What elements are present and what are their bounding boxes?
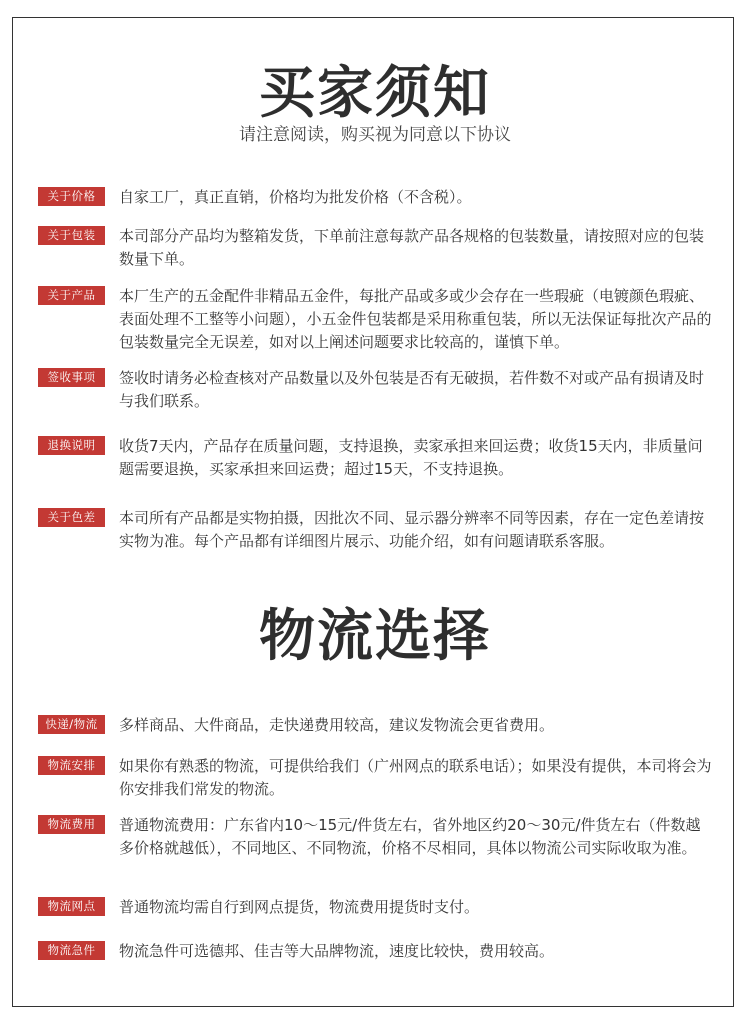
item-text: 多样商品、大件商品，走快递费用较高，建议发物流会更省费用。 [119,716,555,734]
tag-label: 关于包装 [38,226,105,245]
item-text: 本司所有产品都是实物拍摄，因批次不同、显示器分辨率不同等因素，存在一定色差请按实物为准。每个产品都有详细图片展示、功能介绍，如有问题请联系客服。 [119,509,705,550]
item-text: 如果你有熟悉的物流，可提供给我们（广州网点的联系电话）；如果没有提供，本司将会为你安排我们常发的物流。 [119,757,712,798]
tag-label: 物流网点 [38,897,105,916]
item-text: 本厂生产的五金配件非精品五金件，每批产品或多或少会存在一些瑕疵（电镀颜色瑕疵、表面处理不工整等小问题），小五金件包装都是采用称重包装，所以无法保证每批次产品的包装数量完全无误差，如对以上阐述问题要求比较高的，谨慎下单。 [119,287,712,351]
item-text: 自家工厂，真正直销，价格均为批发价格（不含税）。 [119,188,472,206]
item-text: 收货7天内，产品存在质量问题，支持退换，卖家承担来回运费；收货15天内，非质量问题需要退换，买家承担来回运费；超过15天，不支持退换。 [119,437,703,478]
item-text: 本司部分产品均为整箱发货，下单前注意每款产品各规格的包装数量，请按照对应的包装数量下单。 [119,227,705,268]
item-text: 普通物流费用：广东省内10～15元/件货左右，省外地区约20～30元/件货左右（件数越多价格就越低），不同地区、不同物流，价格不尽相同，具体以物流公司实际收取为准。 [119,816,701,857]
tag-label: 关于产品 [38,286,105,305]
tag-label: 快递/物流 [38,715,105,734]
tag-label: 关于色差 [38,508,105,527]
tag-label: 退换说明 [38,436,105,455]
item-text: 签收时请务必检查核对产品数量以及外包装是否有无破损，若件数不对或产品有损请及时与我们联系。 [119,369,705,410]
tag-label: 物流费用 [38,815,105,834]
tag-label: 关于价格 [38,187,105,206]
item-text: 物流急件可选德邦、佳吉等大品牌物流，速度比较快，费用较高。 [119,942,555,960]
tag-label: 物流安排 [38,756,105,775]
item-text: 普通物流均需自行到网点提货，物流费用提货时支付。 [119,898,480,916]
tag-label: 物流急件 [38,941,105,960]
notice-subtitle: 请注意阅读，购买视为同意以下协议 [239,125,511,145]
tag-label: 签收事项 [38,368,105,387]
logistics-title: 物流选择 [259,604,491,669]
notice-title: 买家须知 [259,61,491,126]
